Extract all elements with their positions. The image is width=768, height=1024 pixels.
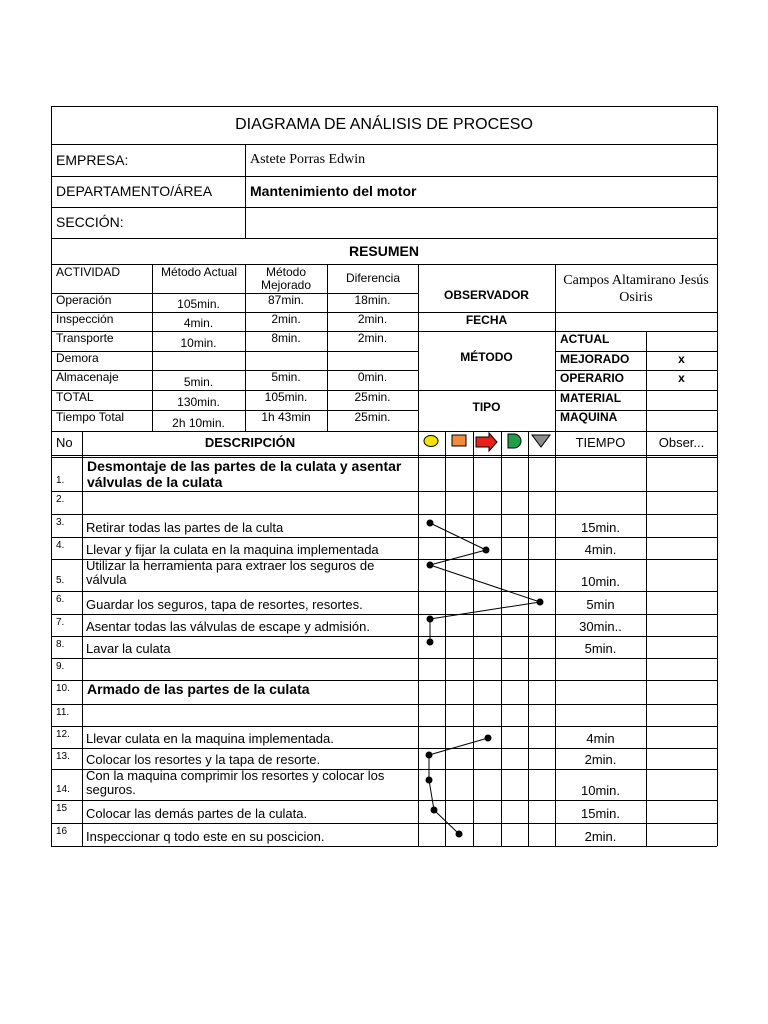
row-number: 12.	[56, 729, 70, 740]
row-tiempo: 4min	[586, 731, 615, 746]
resumen-col-actual: Método Actual	[160, 265, 238, 279]
metodo-option: ACTUAL	[560, 332, 610, 346]
seccion-label: SECCIÓN:	[56, 214, 124, 230]
resumen-mejorado: 2min.	[271, 312, 301, 326]
operation-circle-icon	[424, 436, 438, 447]
flow-desmontaje-segment	[430, 550, 486, 565]
row-description: Colocar los resortes y la tapa de resorte.	[86, 752, 321, 767]
row-description: Llevar culata en la maquina implementada.	[86, 731, 334, 746]
row-number: 5.	[56, 575, 65, 586]
row-number: 2.	[56, 494, 65, 505]
resumen-actividad: Transporte	[56, 331, 114, 345]
flow-armado-segment	[429, 738, 488, 755]
row-tiempo: 2min.	[584, 829, 617, 844]
row-tiempo: 4min.	[584, 542, 617, 557]
row-tiempo: 15min.	[580, 520, 621, 535]
row-number: 6.	[56, 594, 65, 605]
row-number: 3.	[56, 517, 65, 528]
inspection-square-icon	[452, 435, 466, 446]
delay-d-icon	[508, 434, 521, 448]
flow-desmontaje-dot	[427, 639, 434, 646]
row-number: 1.	[56, 475, 65, 486]
row-number: 4.	[56, 540, 65, 551]
flow-desmontaje-dot	[483, 547, 490, 554]
flow-armado-dot	[456, 831, 463, 838]
resumen-actual: 105min.	[177, 297, 220, 311]
resumen-actividad: Almacenaje	[56, 370, 119, 384]
row-number: 15	[56, 803, 68, 814]
row-description: Colocar las demás partes de la culata.	[86, 806, 308, 821]
row-description: Utilizar la herramienta para extraer los seguros de válvula	[86, 558, 375, 587]
resumen-actividad: Tiempo Total	[56, 410, 125, 424]
flow-desmontaje-dot	[427, 562, 434, 569]
metodo-option: MEJORADO	[560, 352, 630, 366]
metodo-option-mark: x	[678, 352, 685, 366]
flow-desmontaje-segment	[430, 602, 540, 619]
resumen-diferencia: 25min.	[354, 390, 391, 404]
storage-triangle-icon	[532, 435, 550, 447]
observador-value: Campos Altamirano Jesús Osiris	[563, 273, 709, 305]
row-description: Lavar la culata	[86, 641, 171, 656]
departamento-label: DEPARTAMENTO/ÁREA	[56, 183, 213, 199]
row-description: Armado de las partes de la culata	[87, 681, 310, 697]
flow-armado-dot	[426, 777, 433, 784]
row-tiempo: 30min..	[579, 619, 622, 634]
fecha-label: FECHA	[465, 313, 508, 327]
row-description: Con la maquina comprimir los resortes y colocar los seguros.	[86, 768, 385, 797]
flow-armado-dot	[485, 735, 492, 742]
resumen-diferencia: 2min.	[357, 331, 388, 345]
resumen-actual: 10min.	[180, 336, 217, 350]
row-description: Retirar todas las partes de la culta	[86, 520, 284, 535]
transport-arrow-icon	[476, 433, 497, 451]
empresa-value: Astete Porras Edwin	[250, 152, 366, 167]
row-tiempo: 10min.	[580, 574, 621, 589]
resumen-col-mejorado: Método Mejorado	[260, 265, 312, 292]
col-no-header: No	[56, 435, 73, 450]
row-description: Guardar los seguros, tapa de resortes, resortes.	[86, 597, 363, 612]
resumen-mejorado: 5min.	[271, 370, 301, 384]
flow-armado-dot	[426, 752, 433, 759]
page-title: DIAGRAMA DE ANÁLISIS DE PROCESO	[235, 116, 533, 133]
flow-desmontaje-segment	[430, 523, 486, 550]
resumen-mejorado: 1h 43min	[261, 410, 311, 424]
resumen-actual: 2h 10min.	[172, 416, 225, 430]
resumen-actual: 5min.	[183, 375, 214, 389]
resumen-mejorado: 8min.	[271, 331, 301, 345]
resumen-actividad: Inspección	[56, 312, 114, 326]
row-number: 14.	[56, 784, 70, 795]
resumen-diferencia: 2min.	[357, 312, 388, 326]
resumen-diferencia: 25min.	[354, 410, 391, 424]
resumen-col-diferencia: Diferencia	[345, 271, 401, 285]
flow-desmontaje-segment	[430, 565, 540, 602]
row-number: 10.	[56, 683, 70, 694]
row-tiempo: 10min.	[580, 783, 621, 798]
tipo-label: TIPO	[472, 400, 501, 414]
tipo-option: MATERIAL	[560, 391, 622, 405]
row-description: Inspeccionar q todo este en su poscicion.	[86, 829, 325, 844]
resumen-title: RESUMEN	[348, 243, 419, 259]
flow-armado-dot	[431, 807, 438, 814]
resumen-diferencia: 18min.	[354, 293, 391, 307]
resumen-actividad: Operación	[56, 293, 112, 307]
row-number: 16	[56, 826, 68, 837]
row-description: Desmontaje de las partes de la culata y asentar válvulas de la culata	[87, 458, 402, 490]
row-number: 13.	[56, 751, 70, 762]
flow-desmontaje-dot	[427, 520, 434, 527]
col-obs-header: Obser...	[658, 435, 705, 450]
row-tiempo: 5min.	[584, 641, 617, 656]
resumen-col-actividad: ACTIVIDAD	[56, 265, 121, 279]
row-tiempo: 15min.	[580, 806, 621, 821]
metodo-label: MÉTODO	[460, 350, 513, 364]
resumen-actividad: TOTAL	[56, 390, 94, 404]
metodo-option-mark: x	[678, 371, 685, 385]
col-tiempo-header: TIEMPO	[575, 435, 626, 450]
col-desc-header: DESCRIPCIÓN	[204, 435, 296, 450]
resumen-diferencia: 0min.	[357, 370, 388, 384]
flow-desmontaje-dot	[427, 616, 434, 623]
resumen-actual: 130min.	[177, 395, 220, 409]
flow-desmontaje-dot	[537, 599, 544, 606]
row-description: Asentar todas las válvulas de escape y admisión.	[86, 619, 370, 634]
tipo-option: MAQUINA	[560, 410, 618, 424]
row-tiempo: 5min	[586, 597, 615, 612]
resumen-actividad: Demora	[56, 351, 99, 365]
row-number: 7.	[56, 617, 65, 628]
resumen-mejorado: 87min.	[267, 293, 305, 307]
resumen-actual: 4min.	[183, 316, 214, 330]
resumen-mejorado: 105min.	[264, 390, 308, 404]
row-number: 11.	[56, 707, 70, 718]
metodo-option: OPERARIO	[560, 371, 625, 385]
observador-label: OBSERVADOR	[444, 288, 529, 302]
empresa-label: EMPRESA:	[56, 152, 129, 168]
flow-armado-segment	[429, 780, 434, 810]
flow-armado-segment	[434, 810, 459, 834]
row-number: 9.	[56, 661, 65, 672]
row-tiempo: 2min.	[584, 752, 617, 767]
row-description: Llevar y fijar la culata en la maquina implementada	[86, 542, 379, 557]
departamento-value: Mantenimiento del motor	[250, 183, 417, 199]
row-number: 8.	[56, 639, 65, 650]
